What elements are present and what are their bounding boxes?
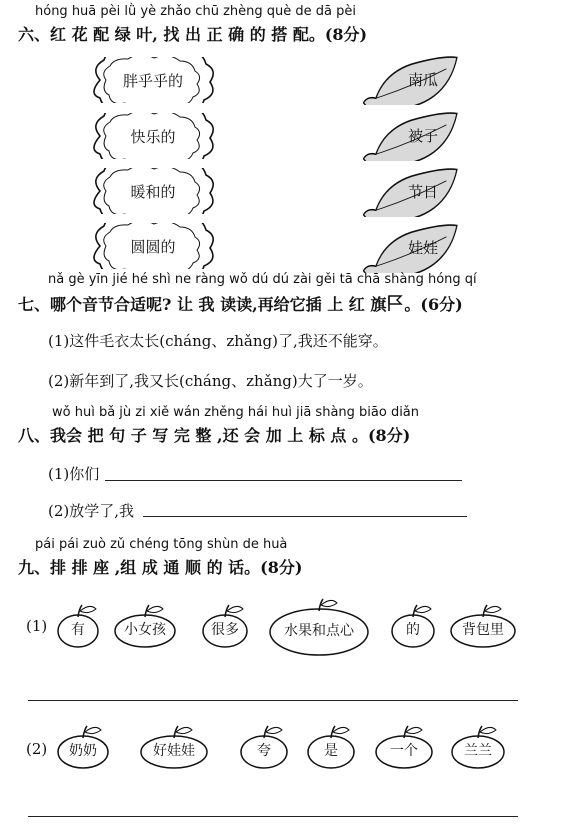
section8-item-2: (2)放学了,我 (48, 502, 135, 520)
apple-word-card (267, 597, 371, 659)
row1-label: (1) (26, 617, 48, 635)
leaf-label: 节日 (407, 182, 438, 201)
leaf-label: 娃娃 (407, 238, 438, 257)
section7-heading-text: 七、哪个音节合适呢? 让 我 读读,再给它插 上 红 旗 (18, 295, 387, 314)
answer-line-3[interactable] (28, 700, 518, 701)
section6-pinyin: hóng huā pèi lǜ yè zhǎo chū zhèng què de dā pèi (35, 4, 356, 19)
apple-word-card (200, 603, 250, 651)
row2-label: (2) (26, 740, 48, 758)
leaf (360, 165, 464, 217)
apple-word-card-label: 的 (406, 622, 420, 638)
apple-word-card (55, 724, 111, 772)
section7-score: 。(6分) (404, 295, 463, 314)
apple-word-card-label: 小女孩 (124, 622, 166, 638)
flower-cloud-label: 快乐的 (130, 127, 176, 146)
section8-item-1: (1)你们 (48, 465, 100, 483)
answer-line-2[interactable] (143, 516, 467, 517)
apple-word-card (238, 724, 290, 772)
section7-pinyin: nǎ gè yīn jié hé shì ne ràng wǒ dú dú zài gěi tā chā shàng hóng qí (48, 272, 477, 287)
apple-word-card-label: 有 (71, 622, 85, 638)
flower-cloud (88, 223, 218, 269)
apple-word-card-label: 背包里 (462, 622, 504, 638)
leaf-label: 被子 (407, 126, 438, 145)
answer-line-1[interactable] (105, 480, 462, 481)
answer-line-4[interactable] (28, 816, 518, 817)
leaf-label: 南瓜 (407, 70, 438, 89)
apple-word-card (449, 724, 507, 772)
apple-word-card-label: 一个 (390, 743, 418, 759)
apple-word-card (373, 724, 435, 772)
section7-item-1: (1)这件毛衣太长(cháng、zhǎng)了,我还不能穿。 (48, 332, 388, 350)
apple-word-card-label: 夸 (257, 743, 271, 759)
section8-pinyin: wǒ huì bǎ jù zi xiě wán zhěng hái huì jiā shàng biāo diǎn (52, 405, 420, 420)
apple-word-card-label: 好娃娃 (153, 743, 195, 759)
section8-heading: 八、我会 把 句 子 写 完 整 ,还 会 加 上 标 点 。(8分) (18, 426, 411, 445)
apple-word-card-label: 水果和点心 (284, 623, 354, 639)
section9-pinyin: pái pái zuò zǔ chéng tōng shùn de huà (35, 537, 288, 552)
leaf (360, 221, 464, 273)
apple-word-card (112, 603, 178, 651)
section9-heading: 九、排 排 座 ,组 成 通 顺 的 话。(8分) (18, 558, 303, 577)
apple-word-card-label: 很多 (211, 622, 239, 638)
section7-item-2: (2)新年到了,我又长(cháng、zhǎng)大了一岁。 (48, 372, 373, 390)
section7-heading (18, 292, 463, 316)
red-flag-icon (386, 294, 404, 316)
leaf (360, 53, 464, 105)
flower-cloud-label: 胖乎乎的 (122, 71, 183, 90)
apple-word-card (55, 603, 101, 651)
apple-word-card (389, 603, 437, 651)
apple-word-card-label: 兰兰 (464, 743, 492, 759)
apple-word-card (448, 603, 518, 651)
flower-cloud (88, 168, 218, 214)
leaf (360, 109, 464, 161)
apple-word-card (138, 724, 210, 772)
flower-cloud (88, 113, 218, 159)
flower-cloud-label: 圆圆的 (130, 237, 176, 256)
apple-word-card (305, 724, 357, 772)
flower-cloud-label: 暖和的 (130, 182, 176, 201)
apple-word-card-label: 是 (324, 743, 338, 759)
section6-heading: 六、红 花 配 绿 叶, 找 出 正 确 的 搭 配。(8分) (18, 25, 368, 44)
flower-cloud (88, 57, 218, 103)
apple-word-card-label: 奶奶 (69, 743, 97, 759)
